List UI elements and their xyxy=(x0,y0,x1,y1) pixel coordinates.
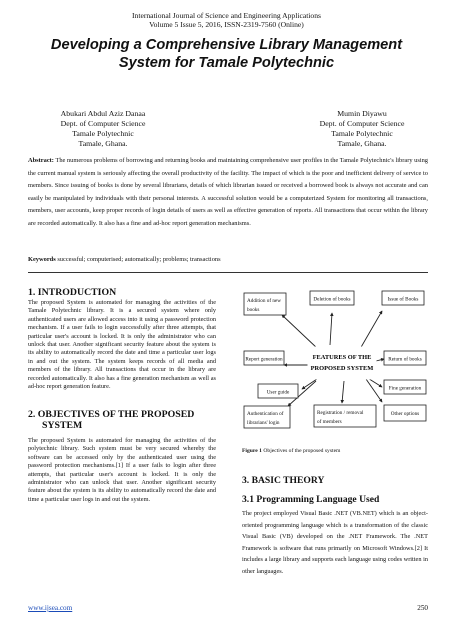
abstract xyxy=(28,155,428,230)
figure-caption-label: Figure 1 xyxy=(242,448,262,454)
box-fine-label: Fine generation xyxy=(388,385,422,392)
center-line1: FEATURES OF THE xyxy=(312,354,372,361)
paper-title-line2: System for Tamale Polytechnic xyxy=(118,55,335,71)
box-registration-line1: Registration / removal xyxy=(317,410,364,416)
paper-title xyxy=(30,36,423,72)
prog-lang-text: The project employed Visual Basic .NET (VB.NET) which is an object-oriented programming language which is a transformation of the classic Visual Basic (VB) developed on the .NET Framework. The .NET Framework is software that runs primarily on Microsoft Windows.[2] It includes a large library and supports each language using codes written in other languages. xyxy=(242,510,428,575)
center-line2: PROPOSED SYSTEM xyxy=(310,365,374,372)
box-user-guide-label: User guide xyxy=(266,389,290,396)
keywords-label: Keywords xyxy=(28,256,56,263)
keywords-text: successful; computerised; automatically; problems; transactions xyxy=(57,256,221,263)
author-name: Abukari Abdul Aziz Danaa xyxy=(60,109,146,118)
figure-caption xyxy=(242,448,428,455)
author-city: Tamale, Ghana. xyxy=(78,139,128,148)
journal-name: International Journal of Science and Engineering Applications xyxy=(132,11,321,20)
intro-heading: 1. INTRODUCTION xyxy=(28,287,117,298)
abstract-label: Abstract: xyxy=(28,157,54,164)
page-number: 250 xyxy=(417,604,428,612)
author-city: Tamale, Ghana. xyxy=(337,139,387,148)
box-registration-line2: of members xyxy=(317,419,342,425)
author-org: Tamale Polytechnic xyxy=(72,129,134,138)
author-dept: Dept. of Computer Science xyxy=(60,119,146,128)
objectives-heading xyxy=(28,409,228,431)
objectives-text: The proposed System is automated for managing the activities of the polytechnic library. Such system must be very secured whereby the software can be accessed only by the authenticated user using the password protection mechanisms.[1] If a user fails to login after three attempts, that particular user's account is locked. It is only the administrator who can unlock that user. Another significant security feature about the system is its ability to automatically record the date and time a particular user logs in and out the system. xyxy=(28,437,216,503)
author-block-1 xyxy=(33,109,173,149)
prog-lang-heading: 3.1 Programming Language Used xyxy=(242,494,380,505)
journal-header xyxy=(0,11,453,29)
paper-title-line1: Developing a Comprehensive Library Management xyxy=(50,37,403,53)
box-auth-line1: Authentication of xyxy=(247,411,284,417)
features-diagram xyxy=(242,289,428,435)
diagram-center-node xyxy=(308,347,376,379)
keywords xyxy=(28,255,428,264)
box-return-label: Return of books xyxy=(388,356,422,363)
author-org: Tamale Polytechnic xyxy=(331,129,393,138)
box-deletion-label: Deletion of books xyxy=(313,296,351,303)
figure-caption-text: Objectives of the proposed system xyxy=(263,448,341,454)
objectives-heading-line1: 2. OBJECTIVES OF THE PROPOSED xyxy=(28,409,195,420)
author-dept: Dept. of Computer Science xyxy=(319,119,405,128)
author-name: Mumin Diyawu xyxy=(337,109,387,118)
box-auth-line2: librarians' login xyxy=(247,420,280,426)
intro-text: The proposed System is automated for managing the activities of the Tamale Polytechnic library. It is a secured system where only authenticated users are allowed access into it using a password protection mechanism. If a user fails to login successfully after three attempts, that particular user's account is locked. It is only the administrator who can unlock that user. Another significant security feature about the system is its ability to automatically record the date and time a particular user logs in and out the system. The system keeps records of all media and members of the library. All transactions that occur in the library are recorded automatically. It also has a fine generation mechanism as well as ad-hoc report generation feature. xyxy=(28,299,216,391)
author-block-2 xyxy=(292,109,432,149)
box-addition-line2: books xyxy=(247,307,260,313)
abstract-text: The numerous problems of borrowing and returning books and maintaining comprehensive user profiles in the Tamale Polytechnic's library using the current manual system is seriously affecting the overall productivity of the facility. The impact of which is the poor and inefficient delivery of service to members. Since issuing of books is done by several librarians, details of which librarian issued or received a borrowed book is always not accurate and can easily be manipulated by individuals with their personal interests. A successful solution would be a computerized System for monitoring all transactions, members, user accounts, keep proper records of login details of users as well as effective generation of reports. All transactions that occur within the library are recorded automatically. It also has a fine and ad-hoc report generation mechanisms. xyxy=(28,157,429,227)
box-report-label: Report generation xyxy=(245,356,283,363)
box-issue-label: Issue of Books xyxy=(387,296,419,303)
objectives-heading-line2: SYSTEM xyxy=(42,420,83,431)
journal-website-link[interactable]: www.ijsea.com xyxy=(28,604,73,612)
basic-theory-heading: 3. BASIC THEORY xyxy=(242,475,325,486)
box-addition-line1: Addition of new xyxy=(247,298,282,304)
journal-issue: Volume 5 Issue 5, 2016, ISSN-2319-7560 (Online) xyxy=(149,20,304,29)
section-divider xyxy=(28,272,428,273)
box-other-label: Other options xyxy=(390,411,420,417)
